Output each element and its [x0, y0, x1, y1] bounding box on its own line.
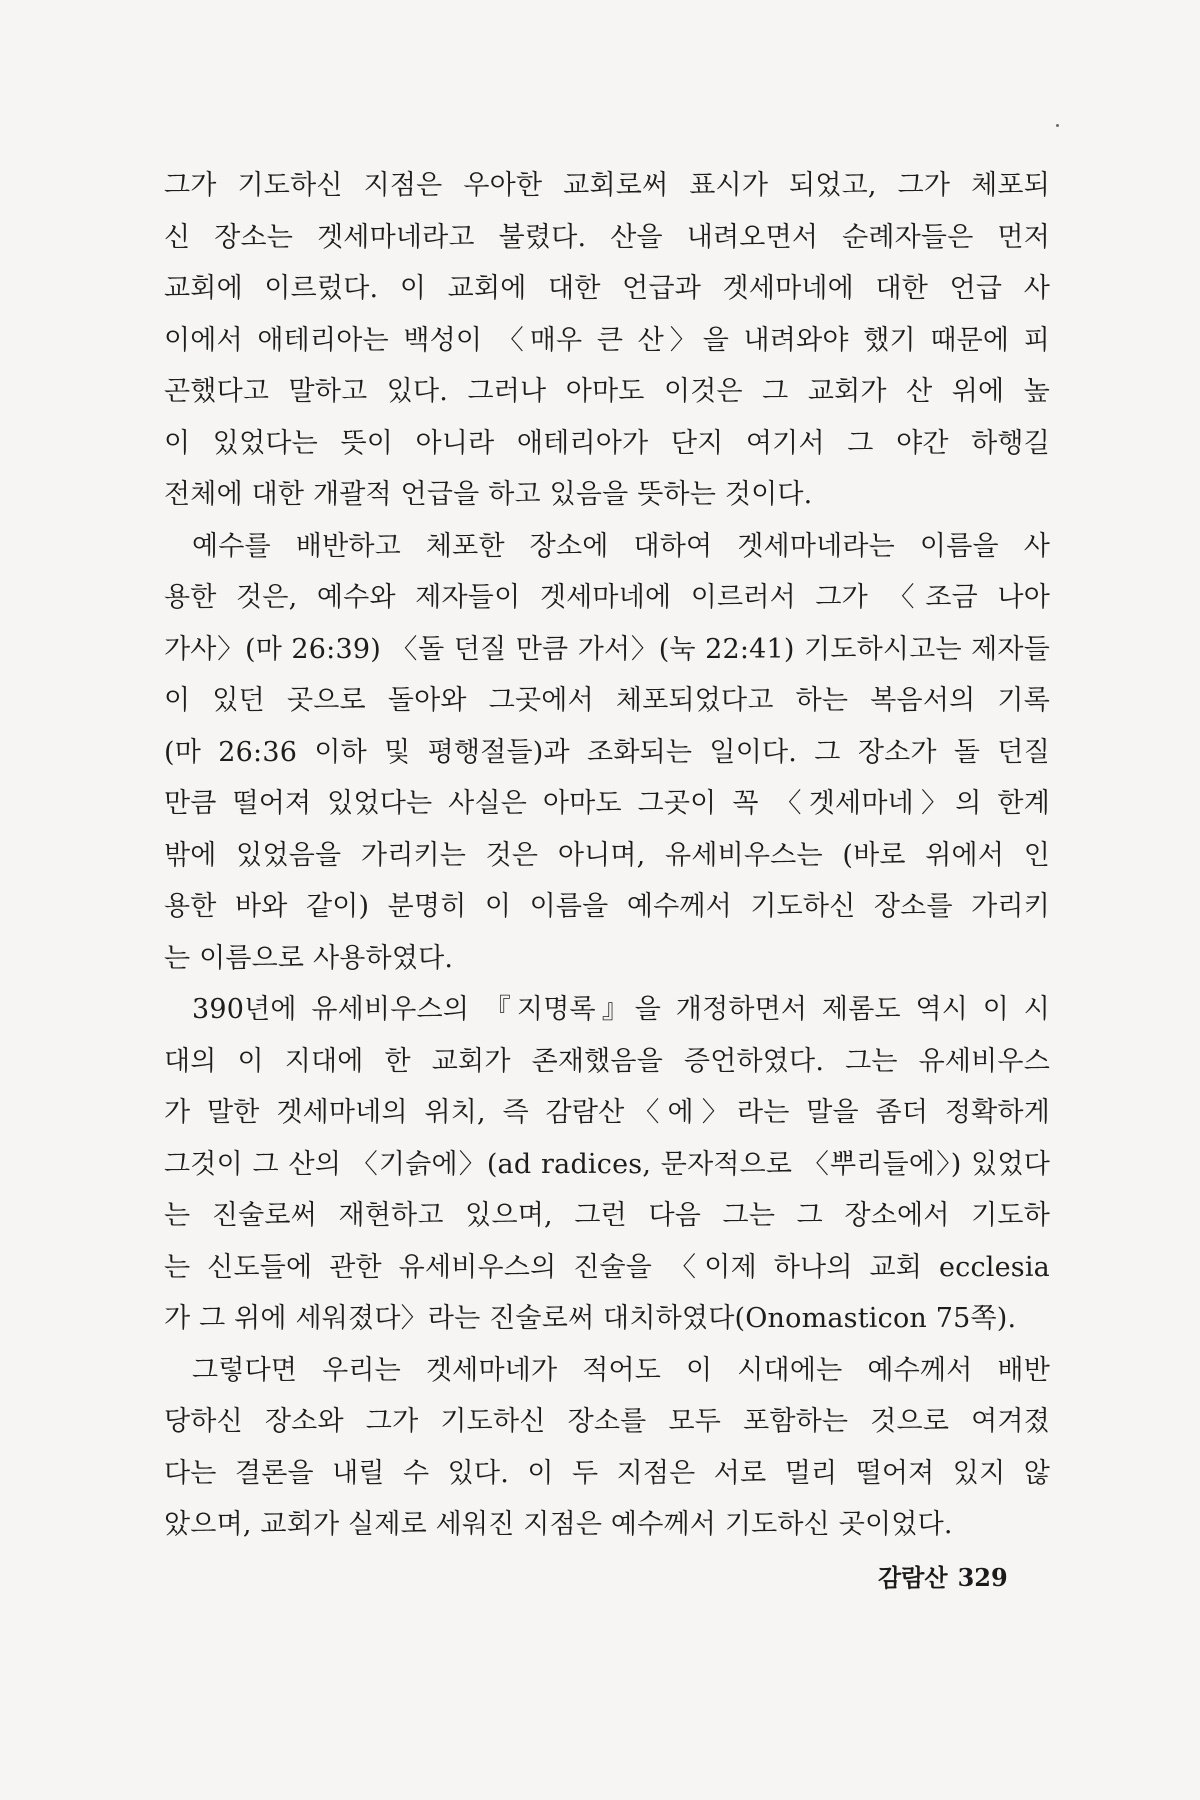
running-title: 감람산	[878, 1563, 948, 1592]
text-line: 교회에 이르렀다. 이 교회에 대한 언급과 겟세마네에 대한 언급 사	[164, 273, 1050, 304]
text-line: 이에서 애테리아는 백성이 〈매우 큰 산〉을 내려와야 했기 때문에 피	[164, 324, 1050, 356]
text-line: 다는 결론을 내릴 수 있다. 이 두 지점은 서로 멀리 떨어져 있지 않	[164, 1457, 1050, 1489]
page-number: 329	[957, 1563, 1008, 1592]
text-line: 전체에 대한 개괄적 언급을 하고 있음을 뜻하는 것이다.	[164, 479, 813, 510]
paragraph	[164, 160, 1050, 521]
text-line: 390년에 유세비우스의 『지명록』을 개정하면서 제롬도 역시 이 시	[192, 994, 1050, 1025]
text-line: 는 이름으로 사용하였다.	[164, 942, 454, 974]
text-line: 이 있던 곳으로 돌아와 그곳에서 체포되었다고 하는 복음서의 기록	[164, 685, 1050, 716]
text-line: 당하신 장소와 그가 기도하신 장소를 모두 포함하는 것으로 여겨졌	[164, 1406, 1050, 1437]
text-line: 그가 기도하신 지점은 우아한 교회로써 표시가 되었고, 그가 체포되	[164, 170, 1050, 201]
paragraph	[164, 984, 1050, 1345]
text-line: 가 말한 겟세마네의 위치, 즉 감람산〈에〉라는 말을 좀더 정확하게	[164, 1097, 1050, 1128]
text-line: 만큼 떨어져 있었다는 사실은 아마도 그곳이 꼭 〈겟세마네〉의 한계	[164, 788, 1050, 819]
page-footer	[878, 1558, 1008, 1593]
text-line: 그렇다면 우리는 겟세마네가 적어도 이 시대에는 예수께서 배반	[192, 1354, 1050, 1386]
text-line: 이 있었다는 뜻이 아니라 애테리아가 단지 여기서 그 야간 하행길	[164, 427, 1050, 459]
text-line: 그것이 그 산의 〈기슭에〉(ad radices, 문자적으로 〈뿌리들에〉) 있었다	[164, 1148, 1050, 1180]
text-line: 신 장소는 겟세마네라고 불렸다. 산을 내려오면서 순례자들은 먼저	[164, 221, 1050, 253]
text-line: 예수를 배반하고 체포한 장소에 대하여 겟세마네라는 이름을 사	[192, 530, 1050, 562]
text-line: (마 26:36 이하 및 평행절들)과 조화되는 일이다. 그 장소가 돌 던질	[164, 736, 1050, 768]
text-line: 밖에 있었음을 가리키는 것은 아니며, 유세비우스는 (바로 위에서 인	[164, 839, 1050, 871]
text-line: 가사〉(마 26:39) 〈돌 던질 만큼 가서〉(눅 22:41) 기도하시고는 제자들	[164, 633, 1050, 665]
text-line: 용한 것은, 예수와 제자들이 겟세마네에 이르러서 그가 〈조금 나아	[164, 582, 1050, 613]
body-text	[164, 160, 1050, 1551]
paragraph	[164, 521, 1050, 985]
text-line: 았으며, 교회가 실제로 세워진 지점은 예수께서 기도하신 곳이었다.	[164, 1509, 953, 1540]
text-line: 용한 바와 같이) 분명히 이 이름을 예수께서 기도하신 장소를 가리키	[164, 891, 1050, 922]
paragraph	[164, 1345, 1050, 1551]
text-line: 는 신도들에 관한 유세비우스의 진술을 〈이제 하나의 교회 ecclesia	[164, 1251, 1050, 1283]
text-line: 곤했다고 말하고 있다. 그러나 아마도 이것은 그 교회가 산 위에 높	[164, 376, 1050, 407]
text-line: 가 그 위에 세워졌다〉라는 진술로써 대치하였다(Onomasticon 75쪽).	[164, 1303, 1017, 1334]
scan-speck	[1056, 124, 1059, 127]
text-line: 는 진술로써 재현하고 있으며, 그런 다음 그는 그 장소에서 기도하	[164, 1200, 1050, 1231]
text-line: 대의 이 지대에 한 교회가 존재했음을 증언하였다. 그는 유세비우스	[164, 1045, 1050, 1077]
